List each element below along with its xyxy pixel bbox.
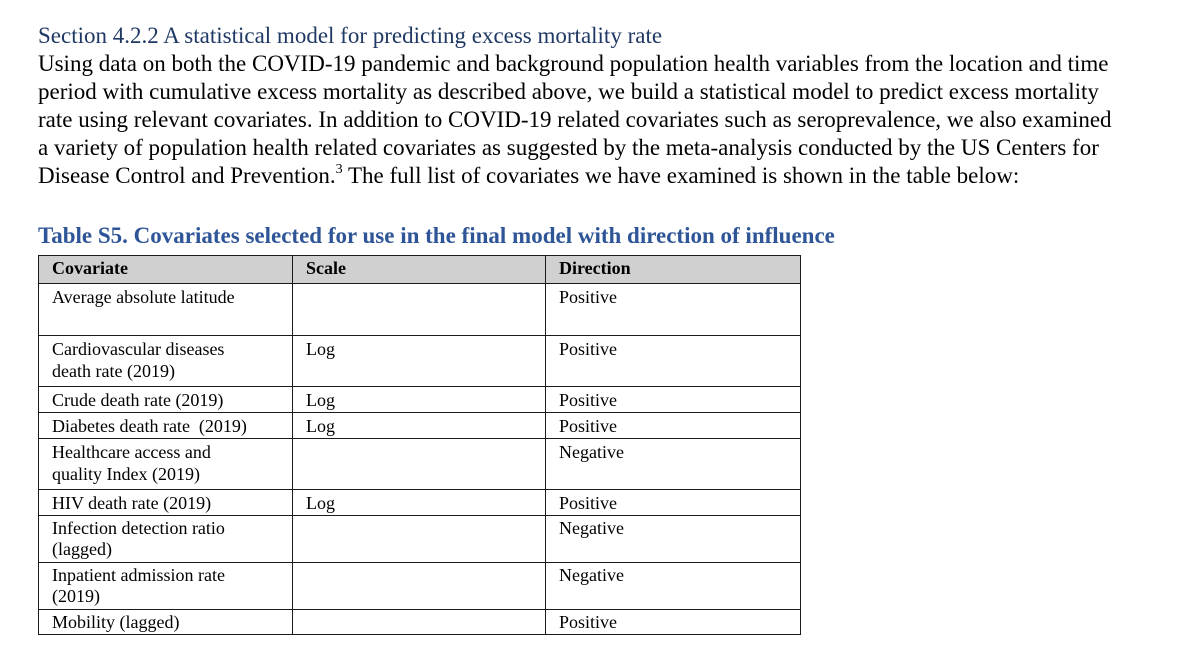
direction-cell: Negative — [546, 516, 801, 563]
paragraph-text: Disease Control and Prevention. — [38, 163, 336, 188]
table-row — [39, 610, 801, 635]
direction-cell: Negative — [546, 439, 801, 490]
covariate-cell — [39, 439, 293, 490]
covariate-name: Diabetes death rate (2019) — [52, 416, 247, 436]
table-row — [39, 490, 801, 516]
direction-cell: Positive — [546, 284, 801, 336]
table-row — [39, 439, 801, 490]
paragraph-line: Using data on both the COVID-19 pandemic and background population health variables from the location and time — [38, 51, 1109, 76]
covariate-cell — [39, 610, 293, 635]
covariate-name: HIV death rate (2019) — [52, 493, 212, 513]
covariate-name: quality Index (2019) — [52, 464, 200, 484]
covariate-cell — [39, 490, 293, 516]
section-heading: Section 4.2.2 A statistical model for predicting excess mortality rate — [38, 23, 663, 48]
table-row — [39, 413, 801, 439]
covariate-name: Cardiovascular diseases — [52, 339, 225, 359]
scale-cell — [293, 516, 546, 563]
covariate-name: Mobility (lagged) — [52, 612, 180, 632]
scale-cell: Log — [293, 387, 546, 413]
covariate-name: (2019) — [52, 586, 100, 606]
covariate-name: Healthcare access and — [52, 442, 211, 462]
scale-cell — [293, 610, 546, 635]
covariate-name: (lagged) — [52, 539, 112, 559]
direction-cell: Negative — [546, 563, 801, 610]
scale-cell — [293, 439, 546, 490]
direction-cell: Positive — [546, 336, 801, 387]
direction-cell: Positive — [546, 610, 801, 635]
table-caption: Table S5. Covariates selected for use in the final model with direction of influence — [38, 223, 835, 248]
table-header-row — [39, 256, 801, 284]
covariate-cell — [39, 563, 293, 610]
covariate-name: Average absolute latitude — [52, 287, 235, 307]
direction-cell: Positive — [546, 490, 801, 516]
covariate-cell — [39, 284, 293, 336]
covariate-name: Crude death rate (2019) — [52, 390, 224, 410]
direction-cell: Positive — [546, 387, 801, 413]
covariates-table — [38, 255, 801, 635]
covariate-name: death rate (2019) — [52, 361, 175, 381]
covariate-name: Infection detection ratio — [52, 518, 225, 538]
paragraph-line-last — [38, 162, 1178, 190]
covariate-cell — [39, 336, 293, 387]
body-paragraph — [38, 50, 1178, 190]
column-header-direction: Direction — [546, 256, 801, 284]
table-row — [39, 563, 801, 610]
paragraph-line: rate using relevant covariates. In addition to COVID-19 related covariates such as seroprevalence, we also examined — [38, 107, 1112, 132]
paragraph-line: period with cumulative excess mortality as described above, we build a statistical model to predict excess mortality — [38, 79, 1099, 104]
table-row — [39, 284, 801, 336]
scale-cell — [293, 563, 546, 610]
column-header-covariate: Covariate — [39, 256, 293, 284]
paragraph-line: a variety of population health related covariates as suggested by the meta-analysis conducted by the US Centers for — [38, 135, 1099, 160]
table-row — [39, 516, 801, 563]
document-page — [38, 22, 1178, 632]
footnote-reference[interactable]: 3 — [335, 162, 343, 178]
scale-cell: Log — [293, 336, 546, 387]
paragraph-text: The full list of covariates we have examined is shown in the table below: — [342, 163, 1020, 188]
covariate-cell — [39, 516, 293, 563]
column-header-scale: Scale — [293, 256, 546, 284]
direction-cell: Positive — [546, 413, 801, 439]
table-row — [39, 387, 801, 413]
scale-cell: Log — [293, 413, 546, 439]
covariate-cell — [39, 413, 293, 439]
covariate-cell — [39, 387, 293, 413]
scale-cell: Log — [293, 490, 546, 516]
covariate-name: Inpatient admission rate — [52, 565, 225, 585]
table-row — [39, 336, 801, 387]
scale-cell — [293, 284, 546, 336]
